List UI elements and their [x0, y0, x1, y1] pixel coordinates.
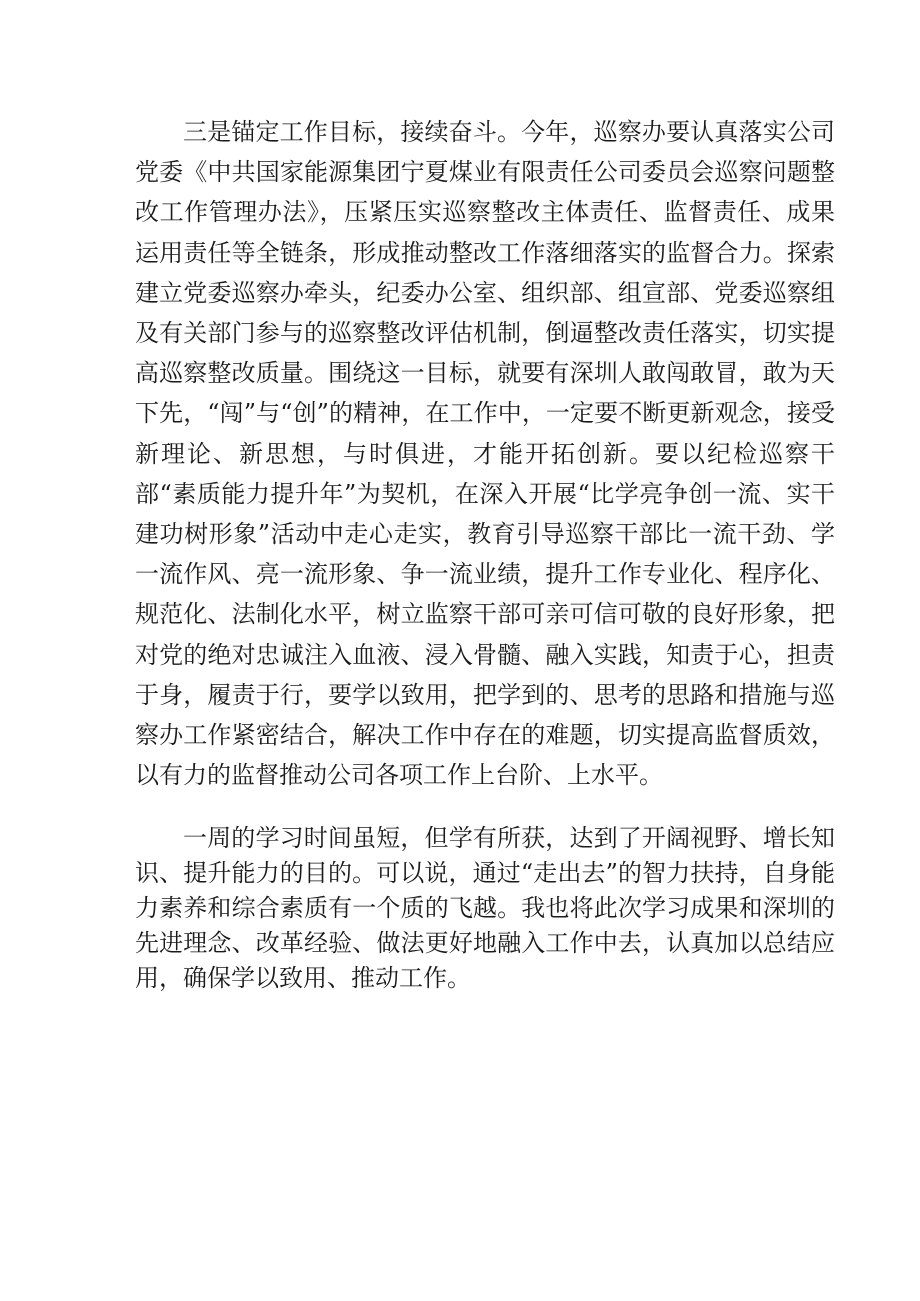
document-body: [135, 112, 835, 996]
paragraph-work-goals: 三是锚定工作目标，接续奋斗。今年，巡察办要认真落实公司党委《中共国家能源集团宁夏煤业有限责任公司委员会巡察问题整改工作管理办法》，压紧压实巡察整改主体责任、监督责任、成果运用责任等全链条，形成推动整改工作落细落实的监督合力。探索建立党委巡察办牵头，纪委办公室、组织部、组宣部、党委巡察组及有关部门参与的巡察整改评估机制，倒逼整改责任落实，切实提高巡察整改质量。围绕这一目标，就要有深圳人敢闯敢冒，敢为天下先，“闯”与“创”的精神，在工作中，一定要不断更新观念，接受新理论、新思想，与时俱进，才能开拓创新。要以纪检巡察干部“素质能力提升年”为契机，在深入开展“比学亮争创一流、实干建功树形象”活动中走心走实，教育引导巡察干部比一流干劲、学一流作风、亮一流形象、争一流业绩，提升工作专业化、程序化、规范化、法制化水平，树立监察干部可亲可信可敬的良好形象，把对党的绝对忠诚注入血液、浸入骨髓、融入实践，知责于心，担责于身，履责于行，要学以致用，把学到的、思考的思路和措施与巡察办工作紧密结合，解决工作中存在的难题，切实提高监督质效，以有力的监督推动公司各项工作上台阶、上水平。: [135, 118, 835, 790]
paragraph-summary: 一周的学习时间虽短，但学有所获，达到了开阔视野、增长知识、提升能力的目的。可以说，通过“走出去”的智力扶持，自身能力素养和综合素质有一个质的飞越。我也将此次学习成果和深圳的先进理念、改革经验、做法更好地融入工作中去，认真加以总结应用，确保学以致用、推动工作。: [135, 824, 835, 993]
